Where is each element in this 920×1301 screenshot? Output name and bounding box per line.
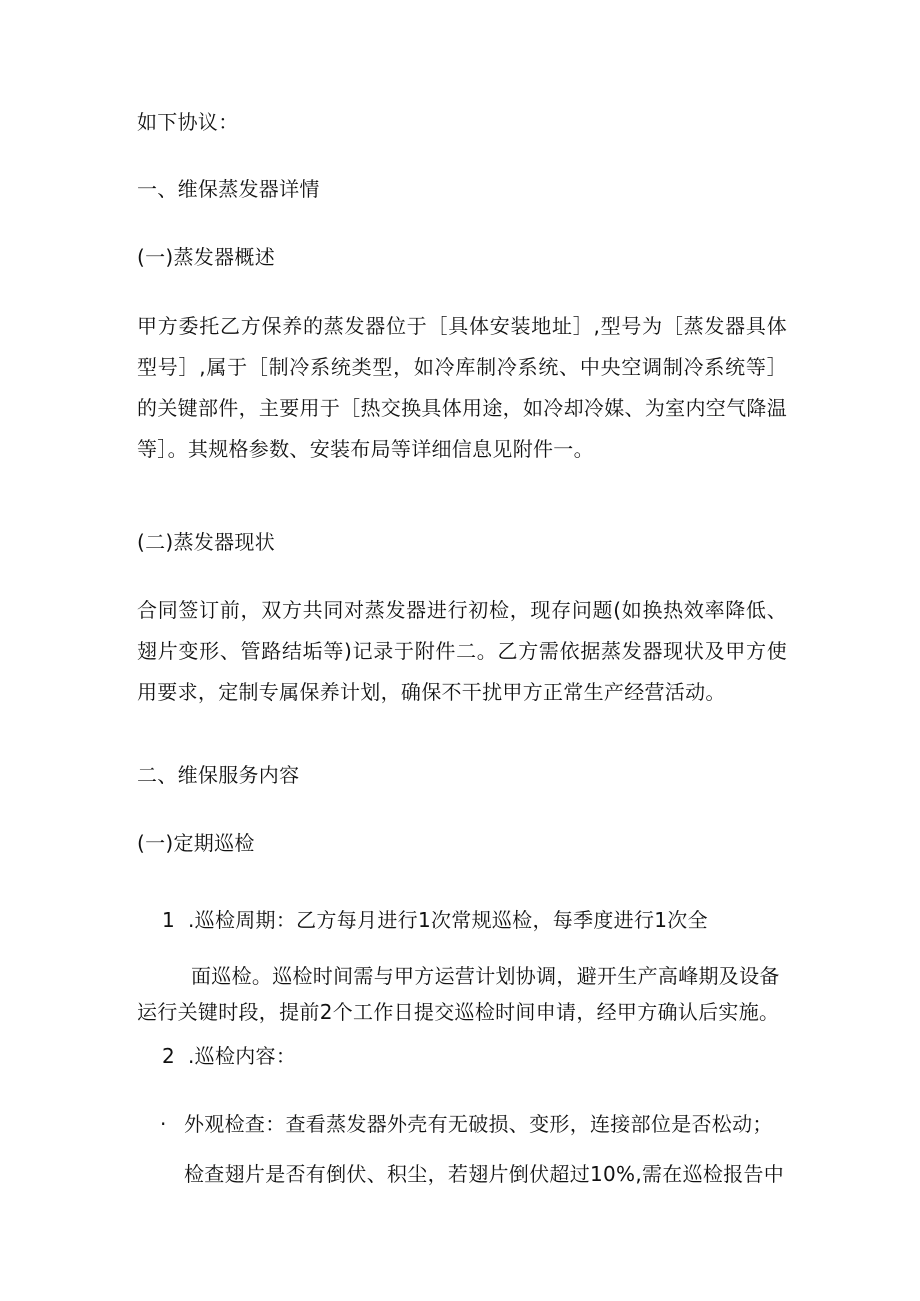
list-item-text: .巡检内容：: [188, 1044, 297, 1068]
list-item-text: .巡检周期：乙方每月进行1次常规巡检，每季度进行1次全: [188, 908, 708, 932]
section-heading-2: 二、维保服务内容: [137, 763, 300, 787]
bullet-item-appearance: [160, 1112, 773, 1136]
bullet-text: 外观检查：查看蒸发器外壳有无破损、变形，连接部位是否松动；: [184, 1112, 773, 1136]
list-number: 1: [162, 908, 176, 932]
continuation-line: 运行关键时段，提前2个工作日提交巡检时间申请，经甲方确认后实施。: [137, 1000, 780, 1024]
subsection-heading-overview: (一)蒸发器概述: [137, 245, 276, 269]
subsection-heading-inspection: (一)定期巡检: [137, 831, 255, 855]
section-heading-1: 一、维保蒸发器详情: [137, 177, 320, 201]
continuation-line: 面巡检。巡检时间需与甲方运营计划协调，避开生产高峰期及设备: [191, 964, 780, 988]
bullet-continuation: 检查翅片是否有倒伏、积尘，若翅片倒伏超过10%,需在巡检报告中: [184, 1162, 785, 1186]
bullet-icon: ·: [160, 1112, 167, 1136]
intro-text: 如下协议：: [137, 110, 239, 134]
list-number: 2: [162, 1044, 176, 1068]
list-item-1-continuation: [137, 958, 787, 1030]
overview-paragraph: 甲方委托乙方保养的蒸发器位于［具体安装地址］,型号为［蒸发器具体型号］,属于［制冷系统类型，如冷库制冷系统、中央空调制冷系统等］的关键部件，主要用于［热交换具体用途，如冷却冷媒、为室内空气降温等］。其规格参数、安装布局等详细信息见附件一。: [137, 314, 787, 461]
subsection-heading-status: (二)蒸发器现状: [137, 530, 276, 554]
list-item-1: [162, 908, 708, 932]
list-item-2: [162, 1044, 296, 1068]
status-paragraph: 合同签订前，双方共同对蒸发器进行初检，现存问题(如换热效率降低、翅片变形、管路结垢等)记录于附件二。乙方需依据蒸发器现状及甲方使用要求，定制专属保养计划，确保不干扰甲方正常生产经营活动。: [137, 598, 787, 704]
